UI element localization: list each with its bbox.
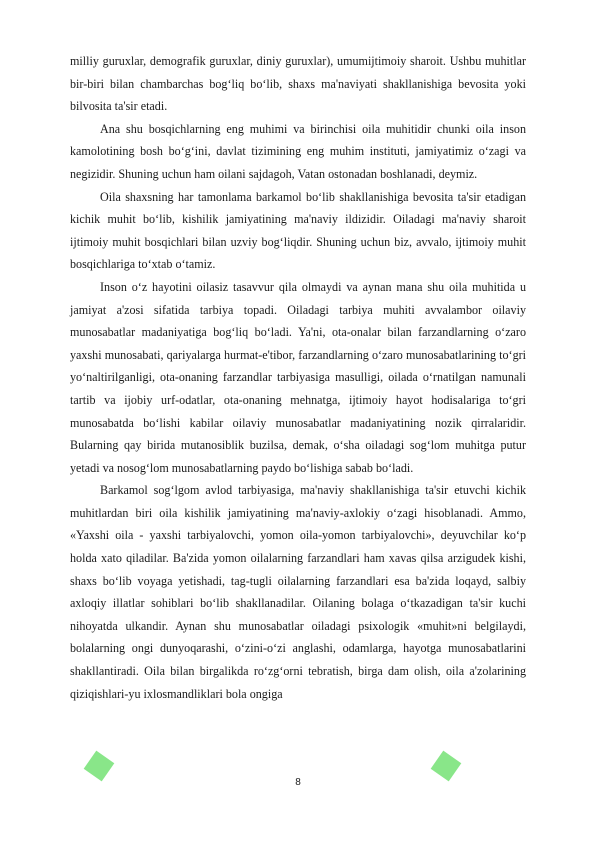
page-number: 8 <box>295 777 301 788</box>
paragraph-1: milliy guruxlar, demografik guruxlar, diniy guruxlar), umumijtimoiy sharoit. Ushbu muhitlar bir-biri bilan chambarchas bog‘liq bo‘lib, shaxs ma'naviyati shakllanishiga bevosita yoki bilvosita ta'sir etadi. <box>70 54 526 114</box>
paragraph-3: Oila shaxsning har tamonlama barkamol bo‘lib shakllanishiga bevosita ta'sir etadigan kichik muhit bo‘lib, kishilik jamiyatining ma'naviy ildizidir. Oiladagi ma'naviy sharoit ijtimoiy muhit bosqichlari bilan uzviy bog‘liqdir. Shuning uchun biz, avvalo, ijtimoiy muhit bosqichlariga to‘xtab o‘tamiz. <box>70 189 526 272</box>
document-body <box>70 50 526 705</box>
paragraph-5: Barkamol sog‘lgom avlod tarbiyasiga, ma'naviy shakllanishiga ta'sir etuvchi kichik muhitlardan biri oila kishilik jamiyatining ma'naviy-axlokiy o‘zagi hisoblanadi. Ammo, «Yaxshi oila - yaxshi tarbiyalovchi, yomon oila-yomon tarbiyalovchi», deyuvchilar ko‘p holda xato qiladilar. Ba'zida yomon oilalarning farzandlari ham xavas qilsa arzigudek kishi, shaxs bo‘lib voyaga yetishadi, tag-tugli oilalarning farzandlari esa ba'zida loqayd, salbiy axloqiy illatlar sohiblari bo‘lib shakllanadilar. Oilaning bolaga o‘tkazadigan ta'sir kuchi nihoyatda ulkandir. Aynan shu munosabatlar oiladagi psixologik «muhit»ni belgilaydi, bolalarning ongi dunyoqarashi, o‘zini-o‘zi anglashi, odamlarga, hayotga munosabatlarini shakllantiradi. Oila bilan birgalikda ro‘zg‘orni tebratish, birga dam olish, oila a'zolarining qiziqishlari-yu ixlosmandliklari bola ongiga <box>70 483 526 701</box>
paragraph-4: Inson o‘z hayotini oilasiz tasavvur qila olmaydi va aynan mana shu oila muhitida u jamiyat a'zosi sifatida tarbiya topadi. Oiladagi tarbiya muhiti avvalambor oilaviy munosabatlar madaniyatiga bog‘liq bo‘ladi. Ya'ni, ota-onalar bilan farzandlarning o‘zaro yaxshi munosabati, qariyalarga hurmat-e'tibor, farzandlarning o‘zaro munosabatlarining to‘gri yo‘naltirilganligi, ota-onaning farzandlar tarbiyasiga masulligi, oilada o‘rnatilgan namunali tartib va ijobiy urf-odatlar, ota-onaning mehnatga, ijtimoiy hayot hodisalariga to‘gri munosabatda bo‘lishi kabilar oilaviy munosabatlar madaniyatining nozik qirralaridir. Bularning qay birida mutanosiblik buzilsa, demak, o‘sha oiladagi sog‘lom muhitga putur yetadi va nosog‘lom munosabatlarning paydo bo‘lishiga sabab bo‘ladi. <box>70 279 526 475</box>
paragraph-2: Ana shu bosqichlarning eng muhimi va birinchisi oila muhitidir chunki oila inson kamolotining bosh bo‘g‘ini, davlat tizimining eng muhim instituti, jamiyatimiz o‘zagi va negizidir. Shuning uchun ham oilani sajdagoh, Vatan ostonadan boshlanadi, deymiz. <box>70 121 526 181</box>
